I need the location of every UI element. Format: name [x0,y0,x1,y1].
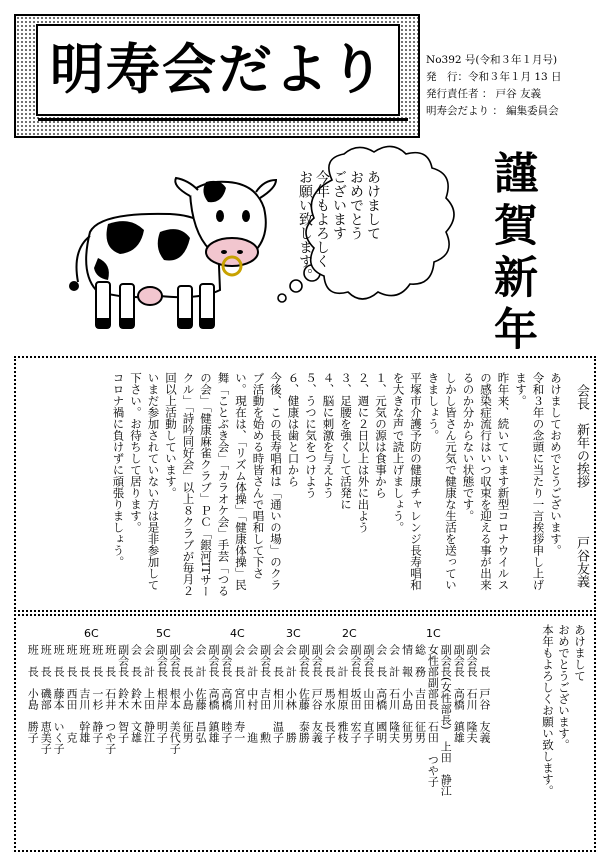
member-entry: 会 長 相川 温子 [271,644,285,743]
masthead-title: 明寿会だより [50,38,386,101]
issue-number: No392 号(令和３年１月号) [426,54,558,66]
member-entry: 班 長 藤本 いく子 [52,644,66,754]
president-message [16,358,594,610]
member-entry: 副会長 根岸 明子 [155,644,169,743]
member-entry: 副会長 坂田 宏子 [348,644,362,743]
masthead-box [14,14,420,138]
member-entry: 会 計 佐藤 昌弘 [194,644,208,743]
members-frame [14,614,596,852]
member-entry: 副会長 戸谷 友義 [310,644,324,743]
member-entry: 班 長 磯部 恵美子 [39,644,53,754]
club-label-1c: 1C [426,627,441,640]
club-label-6c: 6C [84,627,99,640]
club-label-2c: 2C [342,627,357,640]
member-entry: 班 長 吉川 幹雄 [77,644,91,743]
issue-date: 発 行：令和３年１月 13 日 [426,71,562,83]
club-label-4c: 4C [230,627,245,640]
members-list [25,644,490,844]
member-entry: 会 計 相原 雅枝 [336,644,350,743]
member-entry: 副会長 鈴木 智子 [116,644,130,743]
new-year-greeting: 謹賀新年 [486,150,537,358]
member-entry: 会 計 中村 進 [245,644,259,743]
members-greeting: あけまして おめでとうございます。 本年もよろしくお願い致します。 [541,624,587,797]
member-entry: 女性部副部長 石田 つや子 [426,644,440,787]
member-entry: 会 長 宮川 寿一 [232,644,246,743]
article-signature: 戸谷友義 [574,536,589,589]
member-entry: 副会長 高橋 睦子 [219,644,233,743]
issue-publisher: 発行責任者 ： 戸谷 友義 [426,88,542,100]
bubble-greeting: あけまして おめでとう ございます 今年もよろしく お願い致します。 [297,170,381,282]
member-entry: 情 報 小島 征男 [400,644,414,743]
article-heading-column [572,384,590,588]
club-label-3c: 3C [286,627,301,640]
member-entry: 班 長 小島 勝子 [26,644,40,743]
member-entry: 会 長 戸谷 友義 [478,644,491,743]
issue-info [426,52,596,124]
member-entry: 副会長 石川 隆夫 [465,644,479,743]
member-entry: 会 長 鈴木 文雄 [129,644,143,743]
member-entry: 総 務 吉田 征男 [413,644,427,743]
member-entry: 会 長 高橋 國明 [374,644,388,743]
member-entry: 副会長 佐藤 泰勝 [297,644,311,743]
member-entry: 会 計 小林 勝 [284,644,298,743]
member-entry: 会 計 上田 静江 [142,644,156,743]
member-entry: 会 長 小島 征男 [181,644,195,743]
cow-icon [60,172,280,342]
member-entry: 副会長(女性部長) 上田 静江 [439,644,453,796]
article-heading: 会長 新年の挨拶 [574,384,589,488]
article-body: あけましておめでとうございます。 令和３年の念頭に当たり一言挨拶申し上げます。 昨年来、続いています新型コロナウイルスの感染症流行はいつ収束を迎える事が出来るのか分からない状態です。 しかし皆さん元気で健康な生活を送っていきましょう。 平塚市介護予防の健康チャレンジ長寿唱和を大きな声で読上げましょう。 １、元気の源は食事から ２、週に２日以上は外に出よう ３、足腰を強くして活発に ４、脳に刺激を与えよう ５、うつに気をつけよう ６、健康は歯と口から 今後、この長寿唱和は「通いの場」のクラブ活動を始める時皆さんで唱和して下さい。現在は、「リズム体操」「健康体操」民舞「ことぶき会」「カラオケ会」手芸「つるの会」「健康麻雀クラブ」ＰＣ「銀河ITサークル」「詩吟同好会」以上８クラブが毎月２回以上活動しています。 いまだ参加されていない方は是非参加して下さい。お待ちして居ります。 コロナ禍に負けずに頑張りましょう。 [111,372,563,597]
article-frame [14,356,596,612]
club-label-5c: 5C [156,627,171,640]
issue-editor: 明寿会だより ： 編集委員会 [426,105,559,117]
member-entry: 会 計 石川 隆夫 [387,644,401,743]
masthead-banner [36,24,400,116]
member-entry: 副会長 吉田 勲 [258,644,272,743]
member-entry: 副会長 根本 美代子 [168,644,182,754]
member-entry: 副会長 山田 直子 [361,644,375,743]
member-entry: 班 長 石井 つや子 [103,644,117,754]
member-entry: 副会長 高橋 鎮雄 [452,644,466,743]
masthead-rule [38,118,408,121]
member-entry: 班 長 一杉 静子 [90,644,104,743]
member-entry: 副会長 高橋 鎮雄 [206,644,220,743]
member-entry: 会 長 馬水 長子 [323,644,337,743]
member-entry: 班 長 西田 克 [65,644,78,743]
